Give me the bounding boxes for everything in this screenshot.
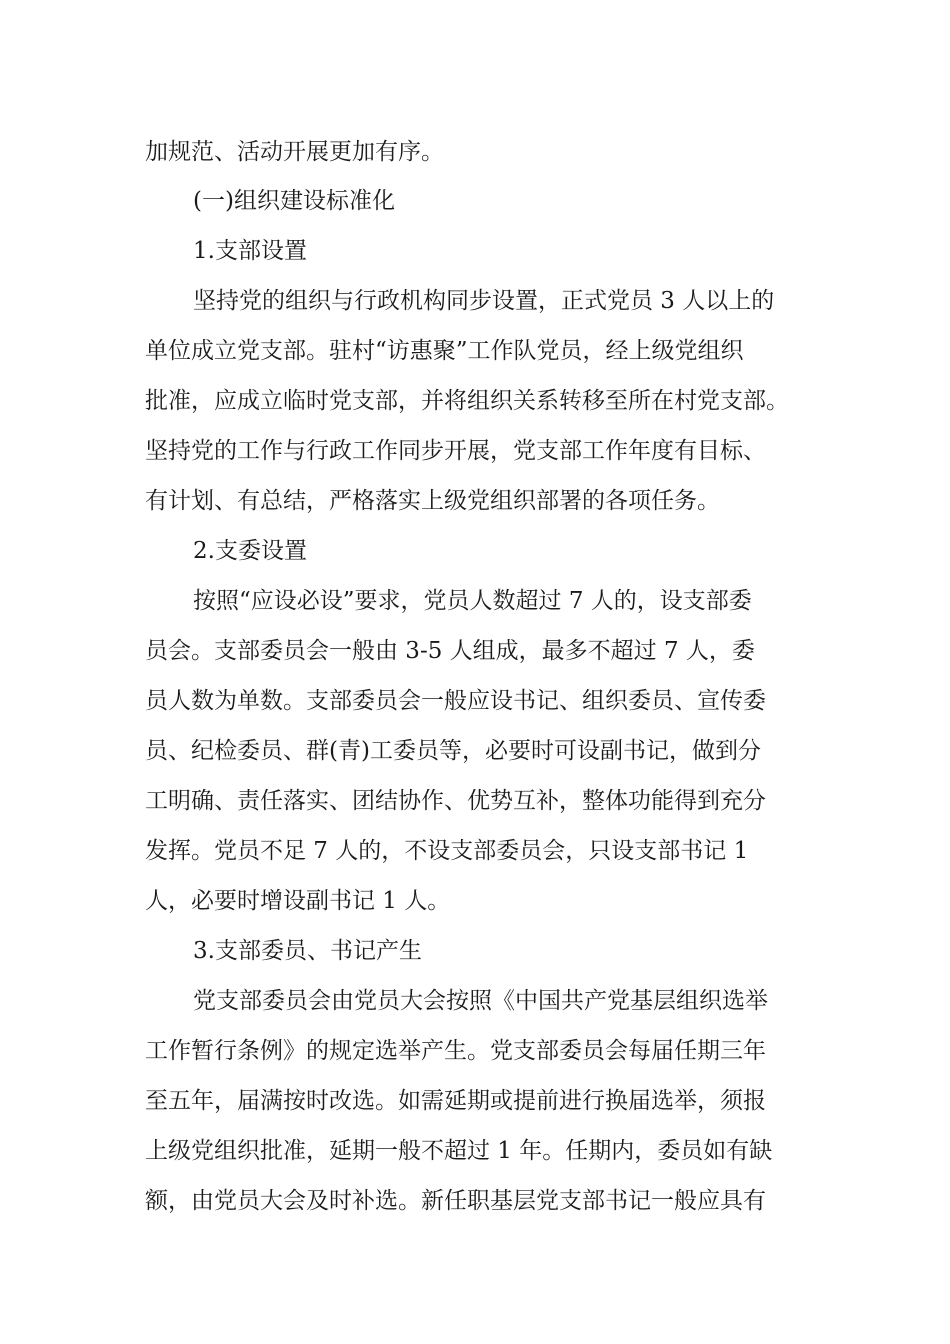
body-text-line: 人，必要时增设副书记 1 人。 <box>145 888 451 914</box>
body-text-line: 员会。支部委员会一般由 3-5 人组成，最多不超过 7 人，委 <box>145 638 755 664</box>
body-text-line: 批准，应成立临时党支部，并将组织关系转移至所在村党支部。 <box>145 388 789 414</box>
body-text-line: 工明确、责任落实、团结协作、优势互补，整体功能得到充分 <box>145 788 766 814</box>
body-text-line: 加规范、活动开展更加有序。 <box>145 139 444 165</box>
subsection-heading: 1.支部设置 <box>193 238 307 264</box>
subsection-heading: 2.支委设置 <box>193 538 307 564</box>
body-text-line: 坚持党的工作与行政工作同步开展，党支部工作年度有目标、 <box>145 438 766 464</box>
body-text-line: 员、纪检委员、群(青)工委员等，必要时可设副书记，做到分 <box>145 738 761 764</box>
subsection-heading: 3.支部委员、书记产生 <box>193 938 422 964</box>
body-text-line: 额，由党员大会及时补选。新任职基层党支部书记一般应具有 <box>145 1188 766 1214</box>
body-text-line: 有计划、有总结，严格落实上级党组织部署的各项任务。 <box>145 488 720 514</box>
body-text-line: 单位成立党支部。驻村“访惠聚”工作队党员，经上级党组织 <box>145 338 744 364</box>
body-text-line: 按照“应设必设”要求，党员人数超过 7 人的，设支部委 <box>193 588 752 614</box>
body-text-line: 发挥。党员不足 7 人的，不设支部委员会，只设支部书记 1 <box>145 838 749 864</box>
body-text-line: 至五年，届满按时改选。如需延期或提前进行换届选举，须报 <box>145 1088 766 1114</box>
body-text-line: 员人数为单数。支部委员会一般应设书记、组织委员、宣传委 <box>145 688 766 714</box>
body-text-line: 上级党组织批准，延期一般不超过 1 年。任期内，委员如有缺 <box>145 1138 773 1164</box>
body-text-line: 党支部委员会由党员大会按照《中国共产党基层组织选举 <box>193 988 768 1014</box>
body-text-line: 坚持党的组织与行政机构同步设置，正式党员 3 人以上的 <box>193 288 775 314</box>
section-heading: (一)组织建设标准化 <box>193 188 395 214</box>
body-text-line: 工作暂行条例》的规定选举产生。党支部委员会每届任期三年 <box>145 1038 766 1064</box>
